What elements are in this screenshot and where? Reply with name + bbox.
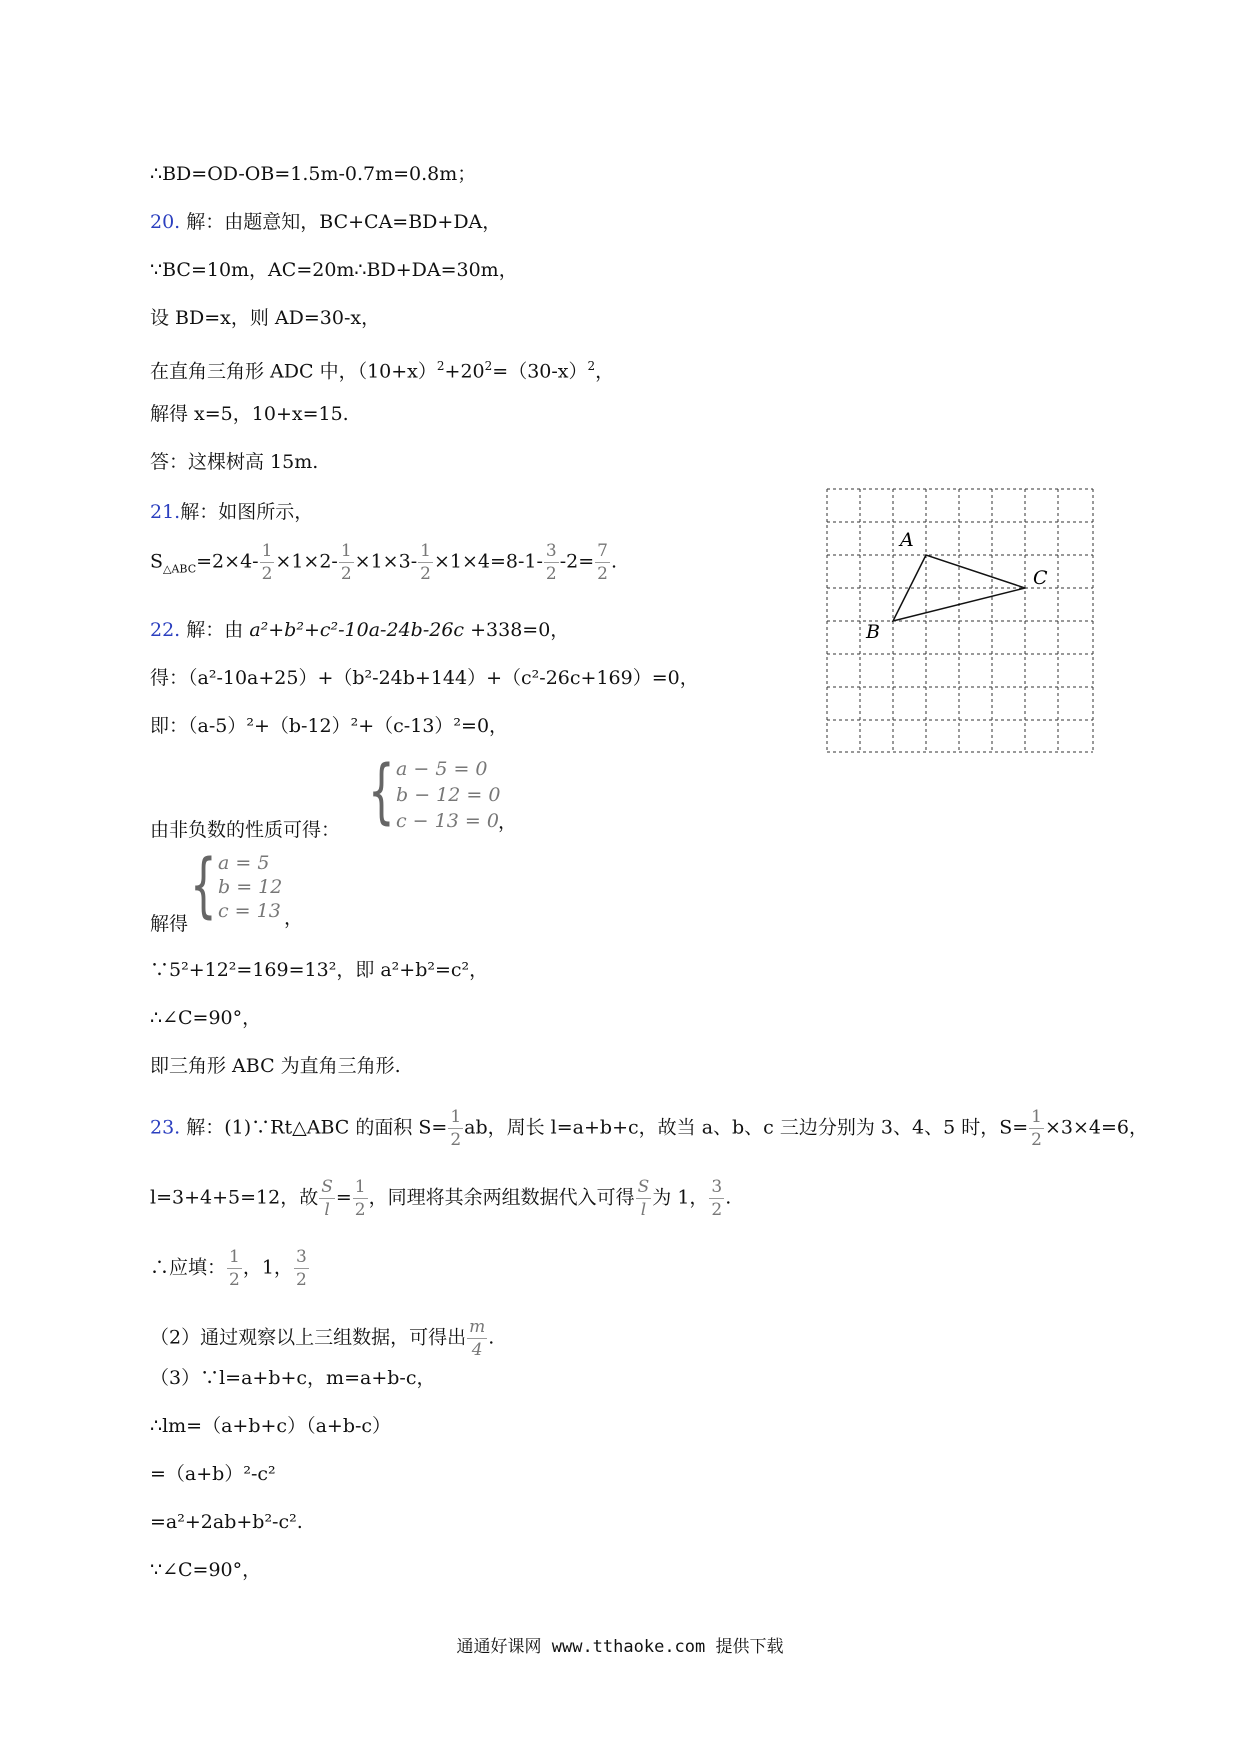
solution-text: 为 1， [652,1186,709,1209]
fraction-half: $\frac{1}{2}$ [420,541,431,584]
solution-line: 解得 x=5，10+x=15. [150,403,349,425]
solution-line [150,618,569,642]
solution-line [150,1108,1148,1149]
question-number: 21. [150,501,181,523]
equation: a²+b²+c²-10a-24b-26c [249,619,465,641]
solution-text: ×1×2- [275,550,338,573]
solution-text: 解：由题意知，BC+CA=BD+DA， [180,211,502,233]
fraction-m-over-4: $\frac{m}{4}$ [469,1317,486,1360]
question-number: 20. [150,211,181,233]
solution-line [150,1178,731,1219]
solution-text: . [488,1326,495,1349]
solution-line: ∵5²+12²=169=13²，即 a²+b²=c²， [150,959,489,981]
solution-text: +338=0， [464,619,570,641]
solution-text: ×3×4=6， [1044,1116,1149,1139]
solution-line [150,818,340,842]
vertex-label-a: A [900,529,914,551]
solution-text: ，同理将其余两组数据代入可得 [368,1186,635,1209]
equation-row: c = 13 [218,900,281,922]
solution-line: ∴∠C=90°， [150,1007,262,1029]
solution-line: 答：这棵树高 15m. [150,451,319,473]
fraction-half: $\frac{1}{2}$ [1031,1107,1042,1150]
punctuation: ， [498,811,518,833]
question-number: 22. [150,619,181,641]
fraction-half: $\frac{1}{2}$ [354,1177,366,1220]
solution-text: S [150,550,164,573]
solution-line [150,210,501,234]
fraction-half: $\frac{1}{2}$ [229,1247,240,1290]
fraction-half: $\frac{1}{2}$ [450,1107,462,1150]
solution-text: +20 [444,360,485,383]
solution-line [150,1318,494,1359]
solution-text: = [335,1186,352,1209]
brace: { [190,844,217,926]
solution-line [150,500,313,524]
solution-text: ， [595,360,615,383]
fraction-s-over-l: $\frac{S}{l}$ [321,1177,333,1220]
solution-text: 解：(1)∵Rt△ABC 的面积 S= [180,1116,448,1139]
solution-text: 解：由 [180,619,250,641]
solution-text: ∴应填： [150,1256,227,1279]
solution-text: =2×4- [196,550,259,573]
fraction-three-half: $\frac{3}{2}$ [545,541,557,584]
fraction-half: $\frac{1}{2}$ [340,541,352,584]
solution-line: 即三角形 ABC 为直角三角形. [150,1055,401,1077]
vertex-label-c: C [1033,567,1048,589]
solution-text: =（30-x） [492,360,588,383]
equation-row: a = 5 [218,852,270,874]
solution-text: ×1×4=8-1- [433,550,543,573]
fraction-three-half: $\frac{3}{2}$ [295,1247,307,1290]
solution-line: 在直角三角形 ADC 中，$(10+x)^2+20^2=(30-x)^2$， [150,359,615,383]
fraction-three-half: $\frac{3}{2}$ [711,1177,723,1220]
equation-row: b = 12 [218,876,283,898]
area-formula-line [150,542,617,583]
fraction-s-over-l: $\frac{S}{l}$ [637,1177,650,1220]
equation-system-1 [368,750,508,836]
equation-row: a − 5 = 0 [396,758,488,780]
solution-line: ∵∠C=90°， [150,1559,262,1581]
fraction-half: $\frac{1}{2}$ [261,541,273,584]
solution-line: （3）∵l=a+b+c，m=a+b-c， [150,1367,436,1389]
solution-line: =a²+2ab+b²-c². [150,1511,303,1533]
solution-line: 得：（a²-10a+25）+（b²-24b+144）+（c²-26c+169）=0， [150,667,699,689]
solution-text: 在直角三角形 ADC 中，（10+x） [150,360,437,383]
equation-row: c − 13 = 0 [396,810,499,832]
subscript: △ABC [163,562,197,576]
brace: { [368,750,395,832]
solution-line: 解得 [150,913,189,935]
page-footer: 通通好课网 www.tthaoke.com 提供下载 [456,1637,784,1657]
solution-text: ，1， [242,1256,293,1279]
equation-row: b − 12 = 0 [396,784,501,806]
solution-text: -2= [559,550,595,573]
solution-text: . [725,1186,732,1209]
solution-line [150,1248,310,1289]
solution-line: ∴BD=OD-OB=1.5m-0.7m=0.8m； [150,163,477,185]
solution-text: ab，周长 l=a+b+c，故当 a、b、c 三边分别为 3、4、5 时，S= [464,1116,1029,1139]
solution-line: 设 BD=x，则 AD=30-x， [150,307,381,329]
question-number: 23. [150,1116,181,1139]
solution-line: 即：（a-5）²+（b-12）²+（c-13）²=0， [150,715,509,737]
punctuation: ， [284,907,304,929]
solution-text: 由非负数的性质可得： [150,819,341,841]
solution-text: （2）通过观察以上三组数据，可得出 [150,1326,467,1349]
solution-text: ×1×3- [354,550,418,573]
solution-text: l=3+4+5=12，故 [150,1186,319,1209]
vertex-label-b: B [866,621,880,643]
solution-text: . [610,550,618,573]
grid-triangle-figure [826,488,1094,753]
solution-line: ∴lm=（a+b+c）（a+b-c） [150,1415,392,1437]
fraction-seven-half: $\frac{7}{2}$ [597,541,608,584]
solution-line: =（a+b）²-c² [150,1463,276,1485]
solution-line: ∵BC=10m，AC=20m∴BD+DA=30m， [150,259,518,281]
solution-text: 解：如图所示， [180,501,314,523]
